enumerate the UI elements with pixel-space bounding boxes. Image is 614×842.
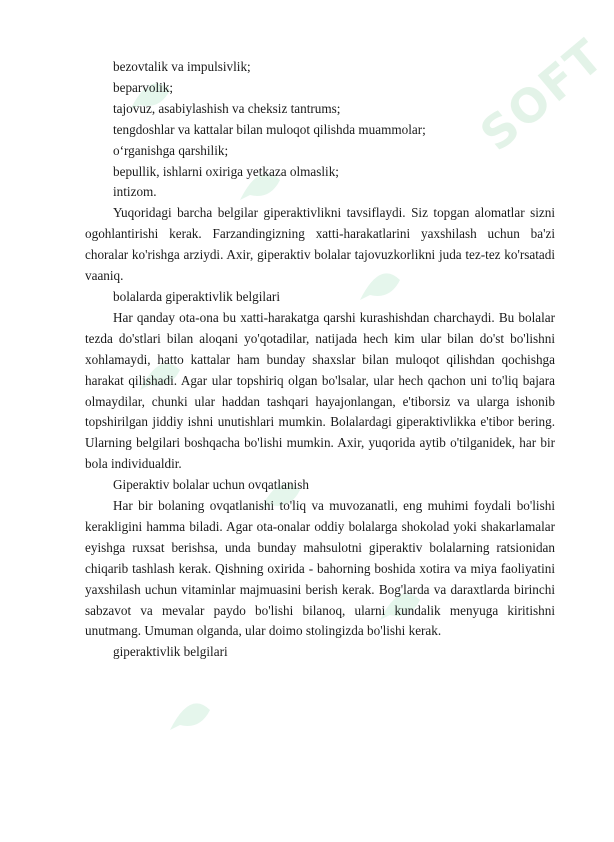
list-item: bepullik, ishlarni oxiriga yetkaza olmaslik; (113, 163, 339, 179)
section-heading: Giperaktiv bolalar uchun ovqatlanish (113, 477, 309, 493)
list-item: oʻrganishga qarshilik; (113, 142, 229, 158)
section-heading: giperaktivlik belgilari (113, 644, 228, 660)
document-body (85, 57, 555, 663)
list-item: bezovtalik va impulsivlik; (113, 59, 251, 74)
list-item: intizom. (113, 184, 157, 200)
list-item: beparvolik; (113, 79, 174, 95)
list-item: tajovuz, asabiylashish va cheksiz tantrums; (113, 100, 341, 116)
paragraph: Yuqoridagi barcha belgilar giperaktivlikni tavsiflaydi. Siz topgan alomatlar sizni ogohlantirishi kerak. Farzandingizning xatti-harakatlarini yaxshilash uchun ba'zi choralar ko'rishga arziydi. Axir, giperaktiv bolalar tajovuzkorlikni juda tez-tez ko'rsatadi vaaniq. (85, 205, 555, 284)
list-item: tengdoshlar va kattalar bilan muloqot qilishda muammolar; (113, 121, 426, 137)
paragraph: Har qanday ota-ona bu xatti-harakatga qarshi kurashishdan charchaydi. Bu bolalar tezda do'stlari bilan aloqani yo'qotadilar, natijada hech kim ular bilan do'st bo'lishni xohlamaydi, hatto kattalar ham bunday shaxslar bilan muloqot qilishdan qochishga harakat qilishadi. Agar ular topshiriq olgan bo'lsalar, ular hech qachon uni to'liq bajara olmaydilar, chunki ular haddan tashqari hayajonlangan, e'tiborsiz va ularga ishonib topshirilgan jiddiy ishni unutishlari mumkin. Bolalardagi giperaktivlikka e'tibor bering. Ularning belgilari boshqacha bo'lishi mumkin. Axir, yuqorida aytib o'tilganidek, har bir bola individualdir. (85, 309, 555, 472)
paragraph: Har bir bolaning ovqatlanishi to'liq va muvozanatli, eng muhimi foydali bo'lishi kerakligini hamma biladi. Agar ota-onalar oddiy bolalarga shokolad yoki shakarlamalar eyishga ruxsat berishsa, unda bunday mahsulotni giperaktiv bolalarning ratsionidan chiqarib tashlash kerak. Qishning oxirida - bahorning boshida xotira va miya faoliyatini yaxshilash uchun vitaminlar majmuasini berish kerak. Bog'larda va daraxtlarda birinchi sabzavot va mevalar paydo bo'lishi bilanoq, ularni kundalik menyuga kiritishni unutmang. Umuman olganda, ular doimo stolingizda bo'lishi kerak. (85, 498, 555, 639)
symptom-list (85, 57, 555, 203)
watermark-logo-icon (160, 680, 220, 740)
watermark-text: SOFT (470, 28, 614, 162)
section-heading: bolalarda giperaktivlik belgilari (113, 288, 280, 304)
